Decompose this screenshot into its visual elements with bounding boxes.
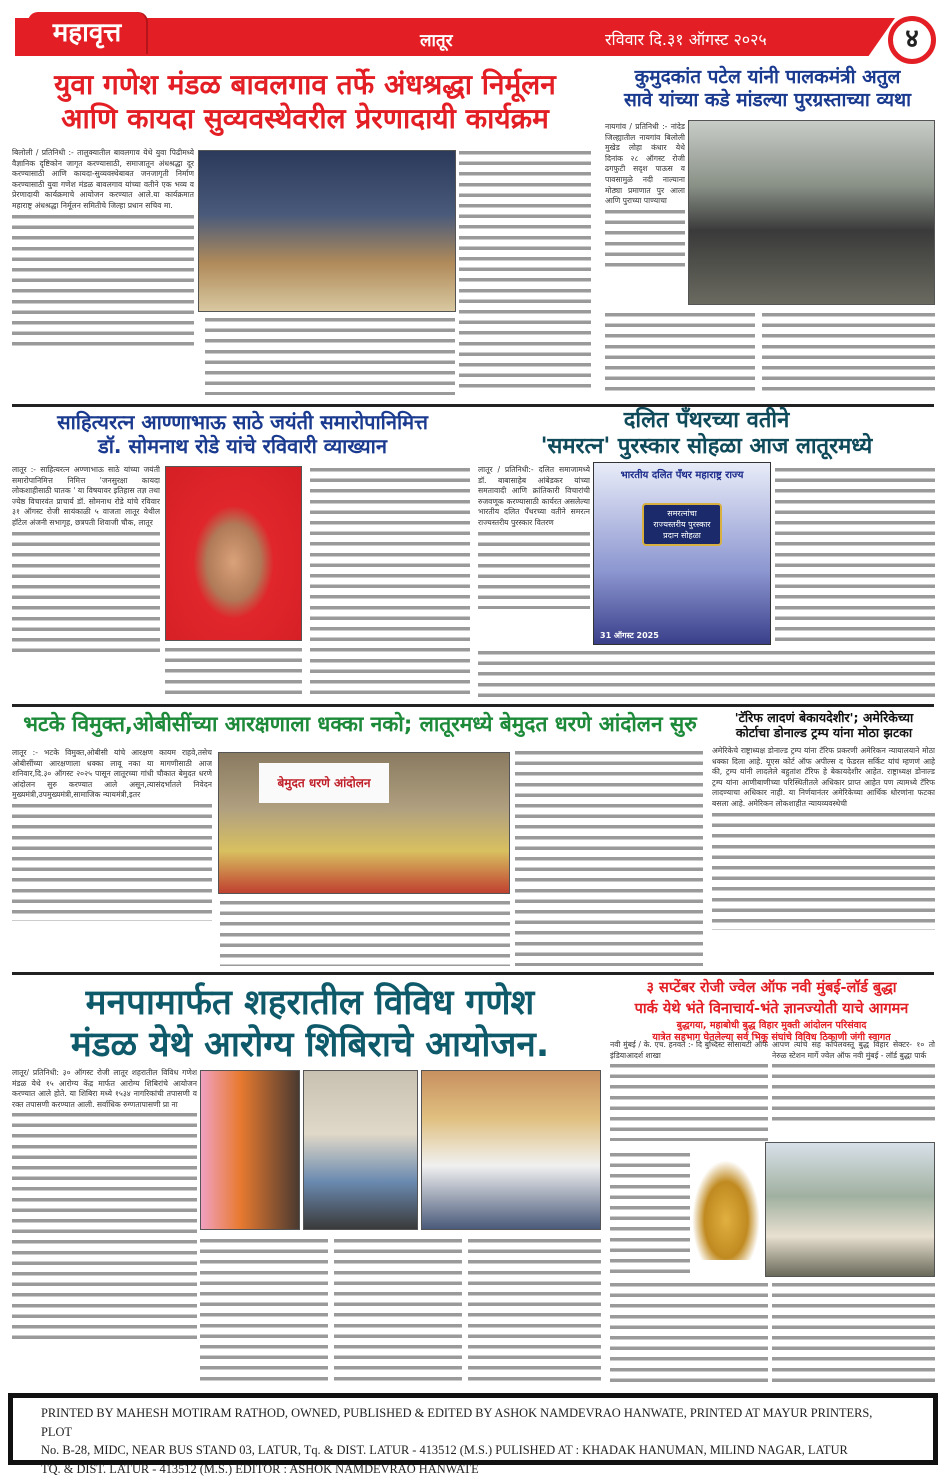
protest-banner: बेमुदत धरणे आंदोलन — [259, 763, 389, 803]
article-lead-cont: आपण त्यांचे सह कपिलवस्तू बुद्ध विहार सेक्टर- १० तो नेरुळ स्टेशन मार्गे ज्वेल ऑफ नवी मुंबई - लॉर्ड बुद्धा पार्क — [772, 1040, 935, 1060]
headline-line: युवा गणेश मंडळ बावलगाव तर्फे अंधश्रद्धा निर्मूलन — [54, 68, 556, 101]
health-camp-photo-1 — [200, 1070, 300, 1230]
article-3-column — [310, 465, 470, 700]
article-8-headline[interactable] — [605, 978, 938, 1044]
article-lead: लातूर :- साहित्यरत्न अण्णाभाऊ साठे यांच्या जयंती समारोपानिमित्त निमित्त 'जनसुरक्षा कायदा लोकशाहीसाठी घातक ' या विषयावर इतिहास तज्ञ तथा ज्येष्ठ विचारवंत प्राचार्य डॉ. सोमनाथ रोडे यांचे रविवार ३१ ऑगस्ट रोजी सायंकाळी ५ वाजता लातूर येथील हॉटेल अंजनी सभागृह, छत्रपती शिवाजी चौक, लातूर — [12, 465, 160, 527]
article-3-column — [165, 645, 302, 700]
article-1-body — [12, 148, 194, 393]
edition-city: लातूर — [420, 31, 453, 51]
article-7-column — [334, 1236, 462, 1386]
section-divider — [12, 972, 934, 975]
headline-line: कोर्टाचा डोनाल्ड ट्रम्प यांना मोठा झटका — [735, 725, 913, 740]
headline-line: पार्क येथे भंते विनाचार्य-भंते ज्ञानज्योती याचे आगमन — [634, 1001, 909, 1017]
headline-line: मनपामार्फत शहरातील विविध गणेश — [85, 983, 535, 1023]
text-lines — [12, 212, 194, 352]
award-badge — [642, 503, 722, 546]
article-1-photo-text — [205, 315, 455, 395]
article-3-headline[interactable] — [15, 410, 470, 458]
article-lead: अमेरिकेचे राष्ट्राध्यक्ष डोनाल्ड ट्रम्प यांना टॅरिफ प्रकरणी अमेरिकन न्यायालयाने मोठा धक्का दिला आहे. यूएस कोर्ट ऑफ अपील्स द फेडरल सर्किट यांचं म्हणणं आहे की, ट्रम्प यांनी लादलेले बहुतांश टॅरिफ हे बेकायदेशीर आहेत. राष्ट्राध्यक्ष डोनाल्ड ट्रम्प यांना आणीबाणीच्या परिस्थितीतले अधिकार प्राप्त आहेत पण त्यामध्ये टॅरिफ लादण्याचा अधिकार नाही. या निर्णयानंतर अमेरिकेच्या आर्थिक धोरणांना फटका बसला आहे. अमेरिकन लोकशाहीत न्यायव्यवस्थेची — [712, 746, 935, 808]
headline-line: 'समरत्न' पुरस्कार सोहळा आज लातूरमध्ये — [540, 434, 873, 460]
headline-line: मंडळ येथे आरोग्य शिबिराचे आयोजन. — [70, 1025, 550, 1065]
article-3-body — [12, 465, 160, 700]
article-lead: लातूर/ प्रतिनिधी: ३० ऑगस्ट रोजी लातूर शहरातील विविध गणेश मंडळ येथे १५ आरोग्य केंद्र मार्फत आरोग्य शिबिरांचे आयोजन करण्यात आले होते. या शिबिरा मध्ये १५३४ नागरिकांची तपासणी व रक्त तपासणी करण्यात आली. सर्वाधिक रुग्णतापासणी प्रा ना — [12, 1068, 197, 1109]
text-lines — [12, 801, 212, 921]
imprint-box — [8, 1393, 938, 1476]
article-2-column — [762, 310, 935, 395]
article-lead: नायगांव / प्रतिनिधी :- नांदेड जिल्ह्यातील नायगांव बिलोली मुखेड लोहा कंधार येथे दिनांक २८ ऑगस्ट रोजी ढगफुटी सदृश पाऊस व पावसामुळे नदी नाल्याना मोठ्या प्रमाणात पुर आला आणि पुराच्या पाण्याचा — [605, 122, 685, 206]
imprint-line: TQ. & DIST. LATUR - 413512 (M.S.) EDITOR : ASHOK NAMDEVRAO HANWATE — [41, 1461, 479, 1476]
article-1-photo — [198, 150, 456, 312]
text-lines — [610, 1061, 768, 1141]
buddha-statue-image — [692, 1160, 760, 1260]
subheadline: बुद्धगया, महाबोधी बुद्ध विहार मुक्ती आंदोलन परिसंवाद — [676, 1020, 867, 1031]
headline-line: कुमुदकांत पटेल यांनी पालकमंत्री अतुल — [634, 66, 901, 88]
article-8-column — [772, 1040, 935, 1140]
article-4-column — [775, 465, 935, 645]
issue-date: रविवार दि.३१ ऑगस्ट २०२५ — [605, 30, 767, 49]
article-lead: नवी मुंबई / के. एच. हनवते :- दि बुध्दिस्ट सोसायटी ऑफ इंडियाआदर्श शाखा — [610, 1040, 768, 1060]
text-lines — [712, 810, 935, 930]
article-1-column — [459, 148, 591, 393]
headline-line: आणि कायदा सुव्यवस्थेवरील प्रेरणादायी कार्यक्रम — [61, 101, 549, 135]
badge-text: समरत्नांचा — [667, 509, 697, 518]
article-lead: बिलोली / प्रतिनिधी :- तालुक्यातील बावलगाव येथे युवा पिढीमध्ये वैज्ञानिक दृष्टिकोन जागृत करण्यासाठी, समाजातून अंधश्रद्धा दूर करण्यासाठी आणि कायदा-सुव्यवस्थेबाबत जनजागृती निर्माण करण्यासाठी युवा गणेश मंडळ बावलगाव यांच्या वतीने एक भव्य व प्रेरणादायी कार्यक्रमाचे आयोजन करण्यात आले.या कार्यक्रमात महाराष्ट्र अंधश्रद्धा निर्मूलन समितीचे जिल्हा प्रधान सचिव मा. — [12, 148, 194, 210]
headline-line: सावे यांच्या कडे मांडल्या पुरग्रस्ताच्या व्यथा — [623, 88, 912, 111]
article-7-body — [12, 1068, 197, 1386]
article-1-headline[interactable] — [15, 68, 595, 135]
text-lines — [478, 529, 590, 609]
article-7-column — [468, 1236, 601, 1386]
imprint-line: PRINTED BY MAHESH MOTIRAM RATHOD, OWNED, PUBLISHED & EDITED BY ASHOK NAMDEVRAO HANWATE, PRINTED AT MAYUR PRINTERS, PLOT — [41, 1406, 873, 1439]
newspaper-logo: महावृत्त — [28, 12, 146, 54]
health-camp-photo-2 — [303, 1070, 418, 1230]
article-4-headline[interactable] — [478, 408, 935, 461]
text-lines — [12, 1110, 197, 1340]
imprint-line: No. B-28, MIDC, NEAR BUS STAND 03, LATUR, Tq. & DIST. LATUR - 413512 (M.S.) PULISHED AT : KHADAK HANUMAN, MILIND NAGAR, LATUR — [41, 1443, 848, 1457]
article-2-headline[interactable] — [600, 66, 935, 112]
article-6-headline[interactable] — [710, 710, 938, 740]
monks-photo — [765, 1142, 935, 1277]
award-poster — [593, 462, 771, 645]
section-divider — [12, 404, 934, 407]
article-5-headline[interactable]: भटके विमुक्त,ओबीसींच्या आरक्षणाला धक्का नको; लातूरमध्ये बेमुदत धरणे आंदोलन सुरु — [23, 712, 697, 736]
article-6-body — [712, 746, 935, 966]
article-2-column — [605, 310, 755, 395]
article-5-column — [515, 748, 703, 966]
headline-line: ३ सप्टेंबर रोजी ज्वेल ऑफ नवी मुंबई-लॉर्ड बुद्धा — [646, 980, 897, 996]
text-lines — [12, 529, 160, 659]
protest-photo — [218, 752, 510, 894]
article-lead: लातूर / प्रतिनिधी:- दलित समाजामध्ये डॉ. बाबासाहेब आंबेडकर यांच्या समतावादी आणि क्रांतिकारी विचारांची रुजवणूक करण्यासाठी कार्यरत असलेल्या भारतीय दलित पँथरच्या वतीने समरत्न राज्यस्तरीय पुरस्कार वितरण — [478, 465, 590, 527]
article-5-body — [12, 748, 212, 966]
poster-title: भारतीय दलित पँथर महाराष्ट्र राज्य — [620, 470, 744, 481]
poster-date: 31 ऑगस्ट 2025 — [600, 631, 659, 640]
text-lines — [605, 207, 685, 267]
article-8-column — [610, 1150, 690, 1275]
article-7-headline[interactable] — [15, 982, 605, 1066]
article-lead: लातूर :- भटके विमुक्त,ओबीसी यांचे आरक्षण कायम राहवे,तसेच ओबीसींच्या आरक्षणाला धक्का लावू नका या मागणीसाठी आज शनिवार,दि.३० ऑगस्ट २०२५ पासून लातूरच्या गांधी चौकात बेमुदत धरणे आंदोलन सुरु करण्यात आले असून,त्यासंदर्भातले निवेदन मुख्यमंत्री,उपमुख्यमंत्री,सामाजिक न्यायमंत्री,इतर — [12, 748, 212, 800]
article-2-body — [605, 122, 685, 307]
article-4-column — [478, 648, 935, 700]
text-lines — [772, 1061, 935, 1121]
article-8-column — [772, 1280, 935, 1386]
headline-line: दलित पँथरच्या वतीने — [623, 408, 790, 433]
headline-line: डॉ. सोमनाथ रोडे यांचे रविवारी व्याख्यान — [98, 434, 387, 458]
article-8-body — [610, 1040, 768, 1150]
badge-text: प्रदान सोहळा — [663, 531, 701, 540]
headline-line: 'टॅरिफ लादणं बेकायदेशीर'; अमेरिकेच्या — [734, 710, 914, 725]
headline-line: साहित्यरत्न आण्णाभाऊ साठे जयंती समारोपानिमित्त — [57, 410, 428, 434]
speaker-portrait — [165, 466, 302, 641]
article-8-column — [610, 1280, 768, 1386]
section-divider — [12, 704, 934, 707]
subheadline: यात्रेत सहभाग घेतलेल्या सर्व भिकू संघांचे विविध ठिकाणी जंगी स्वागत — [652, 1032, 891, 1043]
article-5-column — [220, 898, 510, 966]
article-7-column — [200, 1236, 328, 1386]
health-camp-photo-3 — [421, 1070, 601, 1230]
article-4-body — [478, 465, 590, 645]
page-number: ४ — [888, 16, 936, 64]
article-2-photo — [688, 120, 935, 305]
badge-text: राज्यस्तरीय पुरस्कार — [653, 520, 711, 529]
